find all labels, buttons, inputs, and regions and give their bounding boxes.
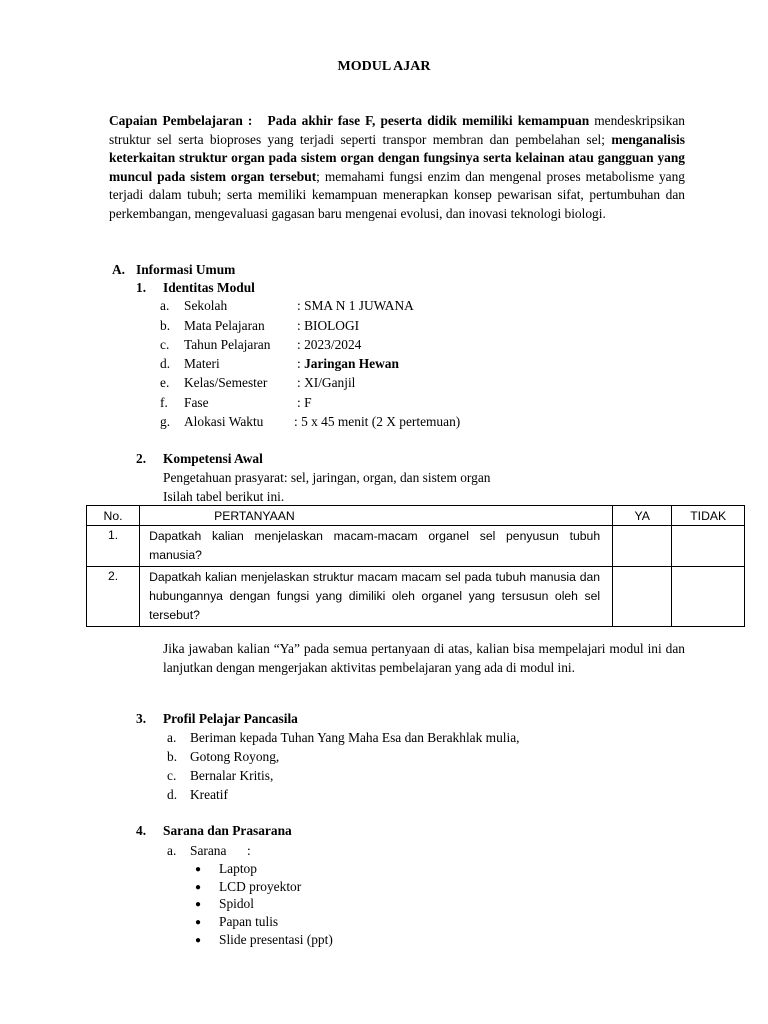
table-cell-ya[interactable] xyxy=(613,567,672,627)
sarana-sub-colon: : xyxy=(247,843,251,858)
profil-item: Gotong Royong, xyxy=(190,749,280,764)
identitas-letter: d. xyxy=(160,356,171,371)
identitas-value-fase: : F xyxy=(297,395,312,410)
section-a-title: Informasi Umum xyxy=(136,262,236,277)
question-text: Dapatkah kalian menjelaskan struktur macam macam sel pada tubuh manusia dan hubungannya dengan fungsi yang dimiliki oleh organel yang tersusun oleh sel tersebut? xyxy=(149,570,601,622)
table-cell-question xyxy=(140,526,613,567)
section-a-marker: A. xyxy=(112,262,126,277)
identitas-value-tahun-pelajaran: : 2023/2024 xyxy=(297,337,362,352)
kompetensi-note: Jika jawaban kalian “Ya” pada semua pertanyaan di atas, kalian bisa mempelajari modul ini dan lanjutkan dengan mengerjakan aktivitas pembelajaran yang ada di modul ini. xyxy=(163,641,685,675)
sarana-item: Slide presentasi (ppt) xyxy=(219,932,333,947)
identitas-label-kelas: Kelas/Semester xyxy=(184,375,268,390)
identitas-value-materi xyxy=(297,356,399,372)
capaian-text-bold-1: Pada akhir fase F, peserta didik memiliki kemampuan xyxy=(267,113,590,128)
capaian-text-bold-2: menganalisis keterkaitan struktur organ pada sistem organ dengan fungsinya serta kelainan atau gangguan yang muncul pada sistem organ tersebut xyxy=(109,131,685,184)
capaian-pembelajaran-paragraph xyxy=(109,112,685,223)
identitas-value-alokasi: : 5 x 45 menit (2 X pertemuan) xyxy=(294,414,461,429)
identitas-value-kelas: : XI/Ganjil xyxy=(297,375,356,390)
identitas-title: Identitas Modul xyxy=(163,280,255,295)
sarana-sub-letter: a. xyxy=(167,843,177,858)
profil-item: Beriman kepada Tuhan Yang Maha Esa dan Berakhlak mulia, xyxy=(190,730,520,745)
profil-letter: c. xyxy=(167,768,177,783)
profil-letter: a. xyxy=(167,730,177,745)
capaian-text-1: mendeskripsikan struktur sel serta bioproses yang terjadi seperti transpor membran dan pembelahan sel; xyxy=(109,113,685,147)
profil-letter: d. xyxy=(167,787,178,802)
identitas-label-tahun-pelajaran: Tahun Pelajaran xyxy=(184,337,271,352)
capaian-label: Capaian Pembelajaran : xyxy=(109,113,253,128)
sarana-item: LCD proyektor xyxy=(219,879,302,894)
identitas-label-materi: Materi xyxy=(184,356,220,371)
profil-title: Profil Pelajar Pancasila xyxy=(163,711,298,726)
identitas-label-mata-pelajaran: Mata Pelajaran xyxy=(184,318,265,333)
table-header-row xyxy=(87,506,745,526)
identitas-label-fase: Fase xyxy=(184,395,209,410)
identitas-value-mata-pelajaran: : BIOLOGI xyxy=(297,318,360,333)
bullet-icon: ● xyxy=(195,864,202,875)
table-cell-tidak[interactable] xyxy=(672,567,745,627)
identitas-label-alokasi: Alokasi Waktu xyxy=(184,414,264,429)
identitas-letter: a. xyxy=(160,298,170,313)
identitas-number: 1. xyxy=(136,280,147,295)
kompetensi-table xyxy=(86,505,745,627)
table-header-tidak: TIDAK xyxy=(672,506,745,526)
table-cell-tidak[interactable] xyxy=(672,526,745,567)
table-header-no: No. xyxy=(87,506,140,526)
identitas-letter: e. xyxy=(160,375,170,390)
table-cell-ya[interactable] xyxy=(613,526,672,567)
identitas-letter: c. xyxy=(160,337,170,352)
materi-colon: : xyxy=(297,356,305,371)
profil-number: 3. xyxy=(136,711,147,726)
table-cell-no: 2. xyxy=(87,567,140,627)
identitas-letter: b. xyxy=(160,318,171,333)
materi-value: Jaringan Hewan xyxy=(304,356,399,371)
bullet-icon: ● xyxy=(195,899,202,910)
sarana-title: Sarana dan Prasarana xyxy=(163,823,292,838)
table-cell-no: 1. xyxy=(87,526,140,567)
bullet-icon: ● xyxy=(195,882,202,893)
identitas-value-sekolah: : SMA N 1 JUWANA xyxy=(297,298,414,313)
document-title: MODUL AJAR xyxy=(337,59,431,74)
identitas-label-sekolah: Sekolah xyxy=(184,298,228,313)
sarana-item: Laptop xyxy=(219,861,257,876)
identitas-letter: f. xyxy=(160,395,168,410)
sarana-item: Spidol xyxy=(219,896,254,911)
capaian-text-2: ; memahami fungsi enzim dan mengenal proses metabolisme yang terjadi dalam tubuh; serta memiliki kemampuan menerapkan konsep pewarisan sifat, pertumbuhan dan perkembangan, mengevaluasi gagasan baru mengenai evolusi, dan inovasi teknologi biologi. xyxy=(109,168,685,221)
table-header-ya: YA xyxy=(613,506,672,526)
question-text: Dapatkah kalian menjelaskan macam-macam organel sel penyusun tubuh manusia? xyxy=(149,529,601,562)
table-header-pertanyaan: PERTANYAAN xyxy=(140,506,613,526)
bullet-icon: ● xyxy=(195,935,202,946)
identitas-letter: g. xyxy=(160,414,171,429)
kompetensi-prasyarat: Pengetahuan prasyarat: sel, jaringan, organ, dan sistem organ xyxy=(163,470,491,485)
profil-item: Bernalar Kritis, xyxy=(190,768,274,783)
kompetensi-title: Kompetensi Awal xyxy=(163,451,263,466)
sarana-item: Papan tulis xyxy=(219,914,279,929)
kompetensi-instruction: Isilah tabel berikut ini. xyxy=(163,489,285,504)
sarana-number: 4. xyxy=(136,823,147,838)
kompetensi-number: 2. xyxy=(136,451,147,466)
table-row xyxy=(87,567,745,627)
bullet-icon: ● xyxy=(195,917,202,928)
profil-letter: b. xyxy=(167,749,178,764)
profil-item: Kreatif xyxy=(190,787,228,802)
table-row xyxy=(87,526,745,567)
table-cell-question xyxy=(140,567,613,627)
sarana-sub-label: Sarana xyxy=(190,843,227,858)
